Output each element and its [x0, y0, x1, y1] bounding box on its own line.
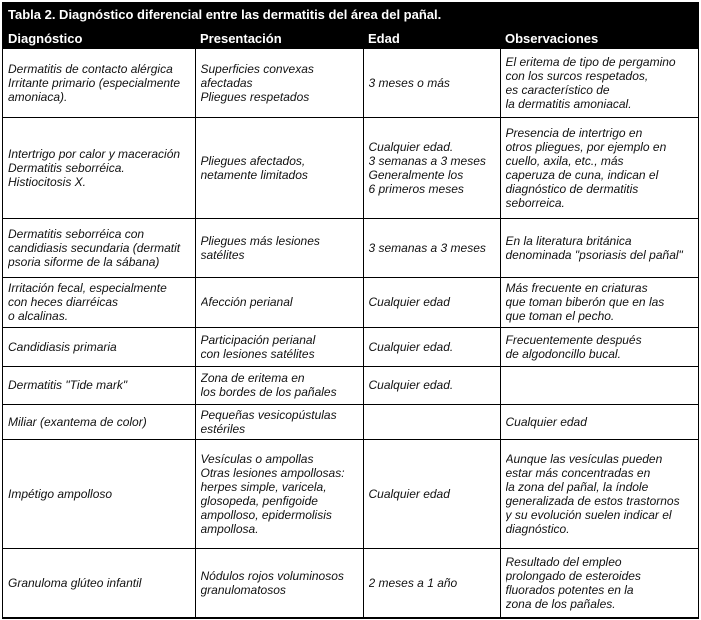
cell-line: denominada "psoriasis del pañal" [505, 247, 683, 262]
table-row [3, 218, 698, 277]
cell-line: Granuloma glúteo infantil [8, 575, 142, 590]
cell-line: con los surcos respetados, [505, 68, 649, 83]
cell-observaciones [500, 439, 698, 548]
cell-line: que toman el pecho. [505, 309, 615, 323]
cell-line: Aunque las vesículas pueden [505, 451, 663, 466]
cell-diagnostico [3, 218, 195, 277]
cell-edad [363, 218, 500, 277]
cell-line: Dermatitis seborréica con [8, 226, 145, 241]
cell-line: 6 primeros meses [368, 181, 464, 196]
cell-edad [363, 404, 500, 439]
cell-line: Vesículas o ampollas [200, 451, 314, 466]
cell-presentacion [195, 548, 363, 617]
cell-line: Cualquier edad. [368, 139, 454, 154]
cell-line: Dermatitis de contacto alérgica [8, 61, 173, 76]
cell-diagnostico [3, 404, 195, 439]
cell-edad [363, 117, 500, 218]
table-row [3, 366, 698, 404]
cell-line: Presencia de intertrigo en [505, 125, 643, 140]
differential-diagnosis-table [2, 2, 699, 619]
cell-edad [363, 548, 500, 617]
cell-line: satélites [200, 247, 245, 262]
cell-line: de algodoncillo bucal. [505, 346, 621, 361]
table-row [3, 548, 698, 617]
table-row [3, 404, 698, 439]
cell-line: afectadas [200, 75, 253, 90]
cell-presentacion [195, 439, 363, 548]
cell-edad [363, 49, 500, 117]
table-row [3, 117, 698, 218]
header-row [3, 27, 698, 49]
cell-observaciones [500, 366, 698, 404]
cell-line: Irritación fecal, especialmente [8, 281, 167, 295]
cell-line: y su evolución suelen indicar el [505, 507, 672, 522]
cell-observaciones [500, 277, 698, 327]
cell-line: glosopeda, penfigoide [200, 493, 318, 508]
cell-diagnostico [3, 49, 195, 117]
cell-line: Intertrigo por calor y maceración [8, 146, 181, 161]
table-row [3, 277, 698, 327]
cell-edad [363, 327, 500, 366]
cell-presentacion [195, 117, 363, 218]
cell-line: Miliar (exantema de color) [8, 414, 147, 429]
cell-line: con heces diarréicas [8, 295, 119, 309]
cell-presentacion [195, 327, 363, 366]
cell-line: ampollosa. [200, 521, 259, 536]
cell-line: 3 semanas a 3 meses [368, 153, 486, 168]
cell-line: generalizada de estos trastornos [505, 493, 680, 508]
cell-line: Cualquier edad [368, 486, 450, 501]
header-diagnostico: Diagnóstico [3, 27, 195, 49]
cell-line: es característico de [505, 82, 610, 97]
cell-line: amoniaca). [8, 89, 68, 104]
cell-line: Irritante primario (especialmente [8, 75, 181, 90]
cell-line: la dermatitis amoniacal. [505, 96, 632, 111]
table-title: Tabla 2. Diagnóstico diferencial entre las dermatitis del área del pañal. [3, 3, 698, 27]
cell-line: Más frecuente en criaturas [505, 281, 648, 295]
cell-line: seborreica. [505, 195, 565, 210]
cell-line: Pliegues afectados, [200, 153, 306, 168]
cell-line: con lesiones satélites [200, 346, 315, 361]
cell-line: Afección perianal [200, 295, 293, 309]
cell-line: otros pliegues, por ejemplo en [505, 139, 667, 154]
cell-line: caperuza de cuna, indican el [505, 167, 659, 182]
cell-observaciones [500, 548, 698, 617]
cell-observaciones [500, 327, 698, 366]
cell-line: o alcalinas. [8, 309, 69, 323]
cell-line: Cualquier edad [505, 414, 587, 429]
cell-diagnostico [3, 277, 195, 327]
table-body [3, 49, 698, 617]
table-row [3, 49, 698, 117]
cell-line: herpes simple, varicela, [200, 479, 327, 494]
cell-line: ampolloso, epidermolisis [200, 507, 332, 522]
cell-line: En la literatura británica [505, 233, 632, 248]
cell-observaciones [500, 117, 698, 218]
cell-line: diagnóstico. [505, 521, 570, 536]
cell-line: cuello, axila, etc., más [505, 153, 624, 168]
cell-diagnostico [3, 548, 195, 617]
cell-line: Otras lesiones ampollosas: [200, 465, 345, 480]
cell-edad [363, 439, 500, 548]
cell-line: Cualquier edad. [368, 339, 454, 354]
cell-presentacion [195, 366, 363, 404]
cell-line: la zona del pañal, la índole [505, 479, 649, 494]
header-observaciones: Observaciones [500, 27, 698, 49]
cell-presentacion [195, 404, 363, 439]
cell-line: candidiasis secundaria (dermatit [8, 240, 181, 255]
cell-line: Superficies convexas [200, 61, 314, 76]
cell-diagnostico [3, 327, 195, 366]
cell-diagnostico [3, 117, 195, 218]
cell-observaciones [500, 404, 698, 439]
cell-line: Impétigo ampolloso [8, 486, 113, 501]
header-edad: Edad [363, 27, 500, 49]
table-row [3, 327, 698, 366]
cell-line: Pliegues respetados [200, 89, 310, 104]
cell-diagnostico [3, 439, 195, 548]
cell-line: estériles [200, 421, 246, 436]
cell-line: 2 meses a 1 año [368, 575, 458, 590]
cell-line: fluorados potentes en la [505, 582, 634, 597]
cell-line: Pliegues más lesiones [200, 233, 320, 248]
header-presentacion: Presentación [195, 27, 363, 49]
data-table [3, 27, 698, 618]
cell-diagnostico [3, 366, 195, 404]
cell-presentacion [195, 277, 363, 327]
cell-observaciones [500, 49, 698, 117]
cell-line: los bordes de los pañales [200, 385, 337, 399]
cell-line: que toman biberón que en las [505, 295, 665, 309]
cell-edad [363, 277, 500, 327]
cell-line: Participación perianal [200, 332, 316, 347]
cell-line: granulomatosos [200, 582, 286, 597]
cell-line: psoria siforme de la sábana) [8, 254, 160, 269]
cell-line: netamente limitados [200, 167, 308, 182]
cell-line: estar más concentradas en [505, 465, 651, 480]
cell-line: Cualquier edad. [368, 378, 454, 392]
table-row [3, 439, 698, 548]
cell-line: Dermatitis "Tide mark" [8, 378, 128, 392]
cell-line: Resultado del empleo [505, 554, 622, 569]
cell-line: diagnóstico de dermatitis [505, 181, 639, 196]
cell-line: El eritema de tipo de pergamino [505, 54, 676, 69]
cell-line: Nódulos rojos voluminosos [200, 568, 344, 583]
cell-edad [363, 366, 500, 404]
cell-line: prolongado de esteroides [505, 568, 641, 583]
cell-presentacion [195, 218, 363, 277]
cell-presentacion [195, 49, 363, 117]
cell-line: Generalmente los [368, 167, 464, 182]
cell-line: 3 semanas a 3 meses [368, 240, 486, 255]
cell-observaciones [500, 218, 698, 277]
cell-line: Zona de eritema en [200, 371, 305, 385]
cell-line: zona de los pañales. [505, 596, 616, 611]
cell-line: Frecuentemente después [505, 332, 642, 347]
cell-line: Candidiasis primaria [8, 339, 117, 354]
cell-line: Dermatitis seborréica. [8, 160, 125, 175]
cell-line: Cualquier edad [368, 295, 450, 309]
cell-line: 3 meses o más [368, 75, 450, 90]
cell-line: Pequeñas vesicopústulas [200, 407, 337, 422]
cell-line: Histiocitosis X. [8, 174, 87, 189]
